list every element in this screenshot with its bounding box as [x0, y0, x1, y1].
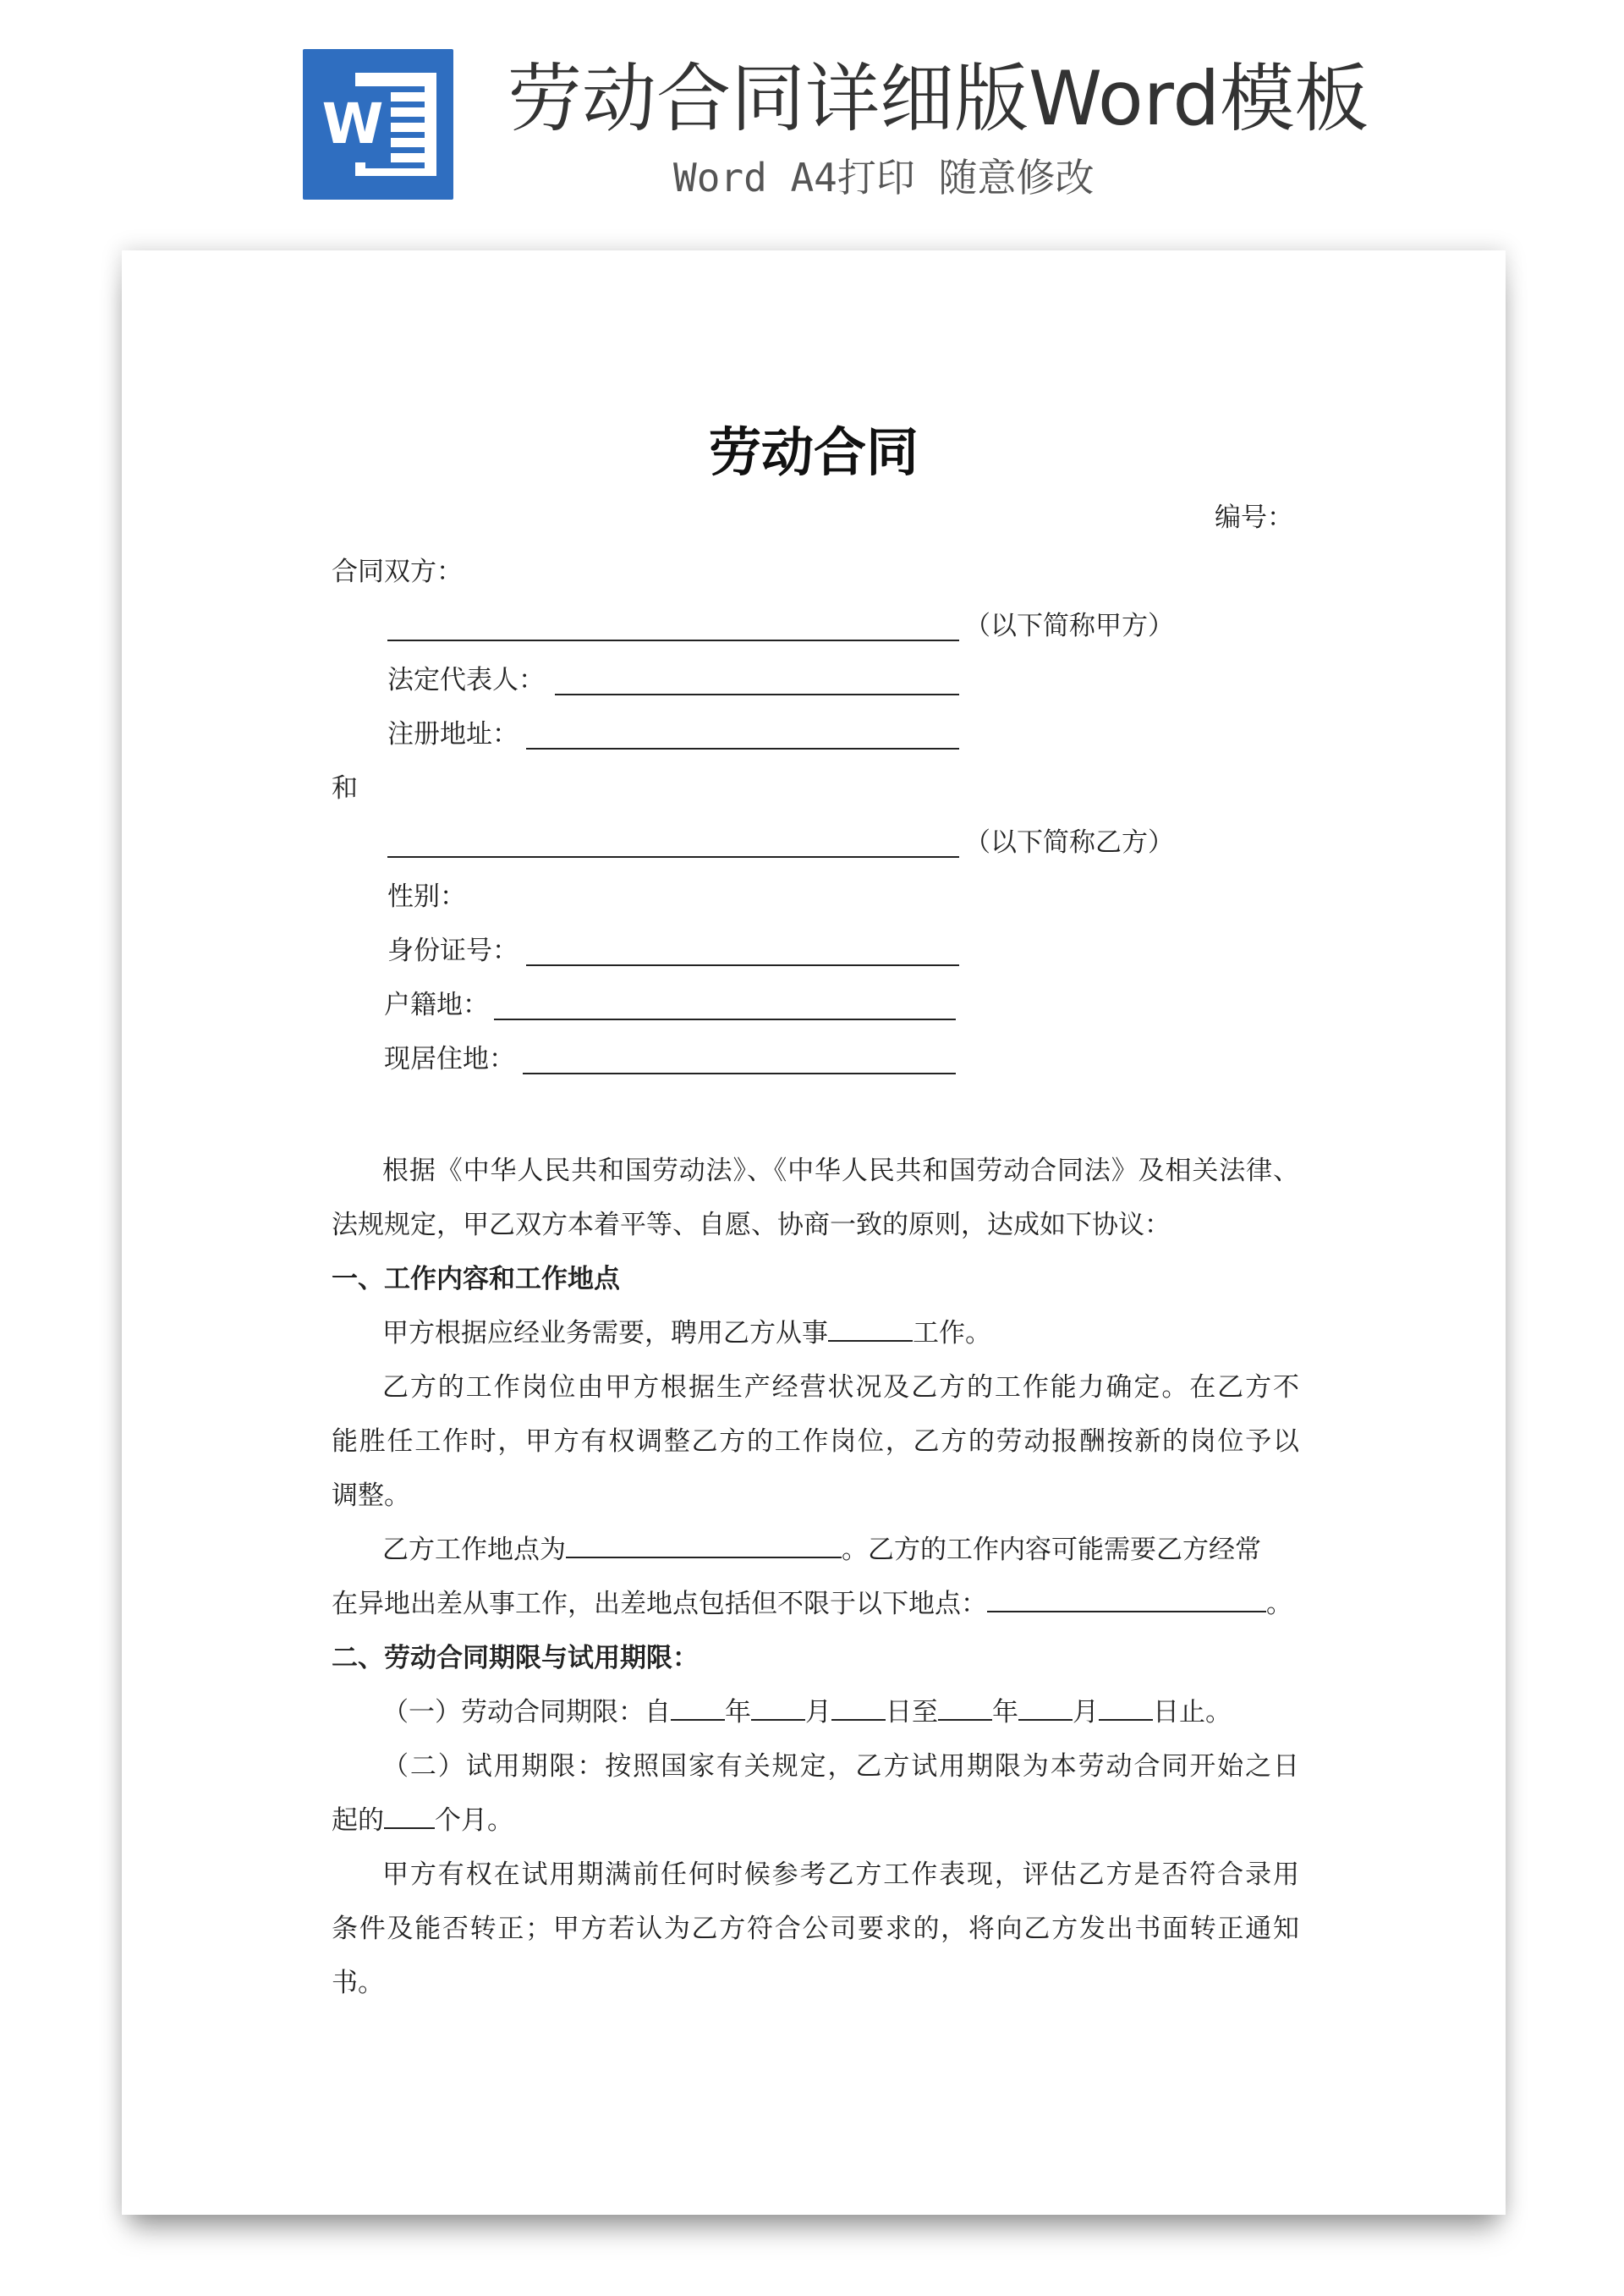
s2-p1-text: （一）劳动合同期限：自: [382, 1697, 671, 1727]
job-title-field[interactable]: [828, 1315, 913, 1342]
travel-location-field[interactable]: [987, 1585, 1266, 1612]
s2-p2-line-1: （二）试用期限：按照国家有关规定，乙方试用期限为本劳动合同开始之日: [382, 1751, 1299, 1782]
contract-title: 劳动合同: [708, 421, 919, 483]
s1-p3-line-2: [332, 1585, 1292, 1623]
start-month-field[interactable]: [751, 1694, 805, 1721]
residence-field[interactable]: [523, 1073, 956, 1074]
s2-p3-line-3: 书。: [332, 1968, 384, 1998]
year-label: 年: [992, 1697, 1018, 1727]
section-2-title: 二、劳动合同期限与试用期限：: [332, 1643, 699, 1673]
residence-label: 现居住地：: [384, 1044, 515, 1074]
year-label: 年: [725, 1697, 751, 1727]
parties-label: 合同双方：: [332, 557, 463, 587]
page-header: [0, 0, 1624, 220]
s1-p3-text-2: 。乙方的工作内容可能需要乙方经常: [842, 1535, 1261, 1565]
s1-p1-text: 甲方根据应经业务需要，聘用乙方从事: [382, 1318, 828, 1348]
text-line-icon: [365, 162, 425, 168]
party-b-suffix: （以下简称乙方）: [964, 827, 1174, 858]
party-a-suffix: （以下简称甲方）: [964, 611, 1174, 641]
reg-address-field[interactable]: [526, 748, 959, 750]
s1-p2-line-3: 调整。: [332, 1480, 410, 1511]
party-a-name-field[interactable]: [387, 640, 959, 641]
template-title: 劳动合同详细版Word模板: [508, 55, 1369, 142]
probation-months-field[interactable]: [384, 1802, 435, 1829]
s2-p2-line-2: [332, 1802, 513, 1839]
end-month-field[interactable]: [1018, 1694, 1073, 1721]
intro-line-2: 法规规定，甲乙双方本着平等、自愿、协商一致的原则，达成如下协议：: [332, 1210, 1171, 1240]
intro-line-1: 根据《中华人民共和国劳动法》、《中华人民共和国劳动合同法》及相关法律、: [382, 1156, 1299, 1186]
s1-p3-l2-text: 在异地出差从事工作，出差地点包括但不限于以下地点：: [332, 1589, 987, 1619]
s1-p2-line-1: 乙方的工作岗位由甲方根据生产经营状况及乙方的工作能力确定。在乙方不: [382, 1372, 1299, 1403]
end-year-field[interactable]: [938, 1694, 992, 1721]
s2-p1: [382, 1694, 1232, 1731]
s1-p1-end: 工作。: [913, 1318, 991, 1348]
gender-label: 性别：: [387, 882, 466, 912]
s2-p3-line-1: 甲方有权在试用期满前任何时候参考乙方工作表现，评估乙方是否符合录用: [382, 1859, 1299, 1890]
id-number-label: 身份证号：: [387, 936, 518, 966]
id-number-field[interactable]: [526, 964, 959, 966]
reg-address-label: 注册地址：: [387, 719, 518, 750]
month-label: 月: [805, 1697, 831, 1727]
s1-p2-line-2: 能胜任工作时，甲方有权调整乙方的工作岗位，乙方的劳动报酬按新的岗位予以: [332, 1426, 1299, 1457]
s1-p3-l2-end: 。: [1266, 1589, 1292, 1619]
day-end-label: 日止。: [1153, 1697, 1232, 1727]
month-label: 月: [1073, 1697, 1099, 1727]
day-to-label: 日至: [886, 1697, 938, 1727]
party-b-name-field[interactable]: [387, 856, 959, 858]
word-logo-letter: W: [315, 86, 391, 162]
s2-p3-line-2: 条件及能否转正；甲方若认为乙方符合公司要求的，将向乙方发出书面转正通知: [332, 1914, 1299, 1944]
start-year-field[interactable]: [671, 1694, 725, 1721]
word-logo-icon: [303, 49, 453, 200]
and-label: 和: [332, 773, 358, 804]
s1-p3-text: 乙方工作地点为: [382, 1535, 566, 1565]
hukou-field[interactable]: [494, 1019, 956, 1020]
work-location-field[interactable]: [566, 1531, 842, 1558]
hukou-label: 户籍地：: [384, 990, 489, 1020]
legal-rep-label: 法定代表人：: [387, 665, 545, 695]
s1-p1: [382, 1315, 991, 1352]
start-day-field[interactable]: [831, 1694, 886, 1721]
s2-p2-end: 个月。: [435, 1805, 513, 1836]
serial-number-label: 编号：: [1215, 503, 1293, 533]
legal-rep-field[interactable]: [555, 694, 959, 695]
end-day-field[interactable]: [1099, 1694, 1153, 1721]
template-subtitle: Word A4打印 随意修改: [673, 155, 1095, 200]
section-1-title: 一、工作内容和工作地点: [332, 1264, 620, 1294]
s1-p3-line-1: [382, 1531, 1261, 1568]
s2-p2-text: 起的: [332, 1805, 384, 1836]
